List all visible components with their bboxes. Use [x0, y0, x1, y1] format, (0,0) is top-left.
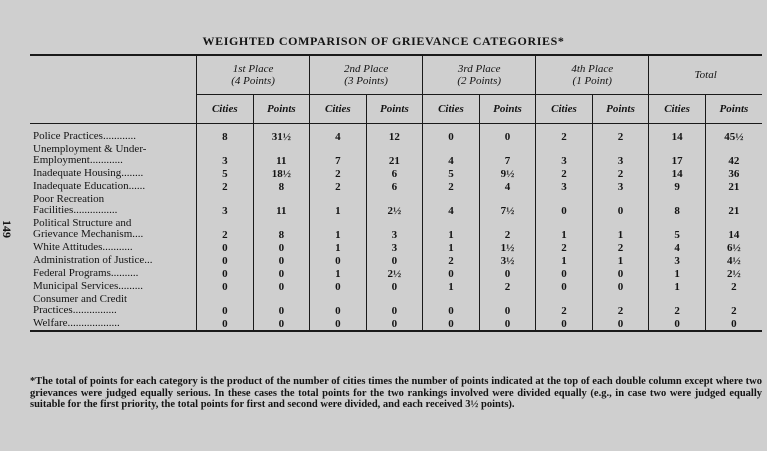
table-row	[30, 217, 762, 241]
value-cell: 0	[253, 254, 310, 267]
table-row	[30, 267, 762, 280]
value-cell: 3	[536, 180, 593, 193]
value-cell: 2	[536, 167, 593, 180]
group-header-1st: 1st Place (4 Points)	[197, 55, 310, 95]
value-cell: 4	[423, 143, 480, 167]
value-cell: 0	[423, 124, 480, 144]
table-row	[30, 241, 762, 254]
value-cell: 1½	[479, 241, 536, 254]
footnote: *The total of points for each category is the product of the number of cities times the number of points indicated at the top of each double column except where two grievances were judged equally serious. In these cases the total points for the two rankings involved were divided equally (e.g., in case two were judged equally suitable for the first priority, the total points for first and second were divided, and each received 3½ points).	[30, 376, 762, 410]
value-cell: 14	[649, 167, 706, 180]
value-cell: 0	[423, 317, 480, 331]
value-cell: 2	[197, 217, 254, 241]
value-cell: 18½	[253, 167, 310, 180]
category-label	[30, 143, 197, 167]
category-line: Federal Programs..........	[33, 267, 139, 279]
value-cell: 9	[649, 180, 706, 193]
table-row	[30, 317, 762, 331]
value-cell: 0	[592, 267, 649, 280]
value-cell: 0	[536, 317, 593, 331]
value-cell: 4½	[705, 254, 762, 267]
value-cell: 0	[197, 267, 254, 280]
category-label	[30, 180, 197, 193]
value-cell: 2	[705, 280, 762, 293]
category-label	[30, 317, 197, 331]
value-cell: 0	[366, 317, 423, 331]
category-label	[30, 293, 197, 317]
value-cell: 1	[423, 241, 480, 254]
group-header-total: Total	[649, 55, 762, 95]
category-line: Practices................	[33, 304, 117, 316]
value-cell: 42	[705, 143, 762, 167]
category-line: Inadequate Housing........	[33, 167, 144, 179]
subheader-cell: Cities	[649, 95, 706, 124]
value-cell: 0	[592, 317, 649, 331]
category-line: Administration of Justice...	[33, 254, 153, 266]
value-cell: 7½	[479, 193, 536, 217]
value-cell: 0	[253, 241, 310, 254]
value-cell: 1	[310, 241, 367, 254]
value-cell: 2	[423, 254, 480, 267]
value-cell: 2	[479, 217, 536, 241]
value-cell: 0	[479, 267, 536, 280]
value-cell: 2	[310, 180, 367, 193]
value-cell: 0	[253, 280, 310, 293]
value-cell: 0	[253, 293, 310, 317]
table-row	[30, 124, 762, 144]
category-line: Municipal Services.........	[33, 280, 143, 292]
value-cell: 1	[649, 280, 706, 293]
value-cell: 0	[310, 293, 367, 317]
table-row	[30, 180, 762, 193]
table-title: WEIGHTED COMPARISON OF GRIEVANCE CATEGORIES*	[202, 34, 565, 48]
subheader-blank	[30, 95, 197, 124]
subheader-cell: Points	[592, 95, 649, 124]
value-cell: 0	[705, 317, 762, 331]
category-label	[30, 280, 197, 293]
value-cell: 0	[479, 317, 536, 331]
value-cell: 36	[705, 167, 762, 180]
subheader-cell: Cities	[197, 95, 254, 124]
value-cell: 21	[705, 180, 762, 193]
value-cell: 0	[536, 267, 593, 280]
value-cell: 45½	[705, 124, 762, 144]
value-cell: 0	[310, 254, 367, 267]
value-cell: 2½	[705, 267, 762, 280]
value-cell: 1	[592, 217, 649, 241]
value-cell: 2	[592, 124, 649, 144]
category-label	[30, 193, 197, 217]
value-cell: 9½	[479, 167, 536, 180]
value-cell: 8	[197, 124, 254, 144]
table-row	[30, 293, 762, 317]
value-cell: 1	[310, 217, 367, 241]
value-cell: 3	[536, 143, 593, 167]
value-cell: 0	[197, 254, 254, 267]
value-cell: 12	[366, 124, 423, 144]
value-cell: 5	[649, 217, 706, 241]
value-cell: 0	[310, 280, 367, 293]
value-cell: 0	[423, 293, 480, 317]
value-cell: 6	[366, 180, 423, 193]
subheader-cell: Points	[366, 95, 423, 124]
value-cell: 14	[705, 217, 762, 241]
value-cell: 2	[310, 167, 367, 180]
value-cell: 7	[310, 143, 367, 167]
value-cell: 3½	[479, 254, 536, 267]
category-label	[30, 217, 197, 241]
value-cell: 1	[536, 254, 593, 267]
value-cell: 6½	[705, 241, 762, 254]
category-line: Police Practices............	[33, 130, 136, 142]
value-cell: 2	[423, 180, 480, 193]
value-cell: 4	[310, 124, 367, 144]
value-cell: 3	[366, 217, 423, 241]
value-cell: 3	[592, 143, 649, 167]
value-cell: 2	[592, 167, 649, 180]
value-cell: 2	[197, 180, 254, 193]
category-line: Welfare...................	[33, 317, 120, 329]
subheader-cell: Cities	[310, 95, 367, 124]
value-cell: 2	[592, 293, 649, 317]
value-cell: 2	[536, 241, 593, 254]
value-cell: 1	[310, 193, 367, 217]
value-cell: 0	[592, 280, 649, 293]
value-cell: 3	[197, 143, 254, 167]
table-row	[30, 280, 762, 293]
value-cell: 1	[649, 267, 706, 280]
value-cell: 0	[253, 267, 310, 280]
value-cell: 31½	[253, 124, 310, 144]
table-row	[30, 167, 762, 180]
value-cell: 0	[366, 254, 423, 267]
value-cell: 8	[649, 193, 706, 217]
category-line: Employment............	[33, 154, 123, 166]
subheader-cell: Points	[705, 95, 762, 124]
value-cell: 0	[479, 293, 536, 317]
value-cell: 8	[253, 180, 310, 193]
value-cell: 3	[649, 254, 706, 267]
group-header-4th: 4th Place (1 Point)	[536, 55, 649, 95]
value-cell: 2	[592, 241, 649, 254]
value-cell: 0	[197, 293, 254, 317]
table-row	[30, 143, 762, 167]
value-cell: 0	[536, 280, 593, 293]
value-cell: 0	[366, 280, 423, 293]
category-line: White Attitudes...........	[33, 241, 133, 253]
value-cell: 0	[197, 280, 254, 293]
value-cell: 3	[592, 180, 649, 193]
value-cell: 11	[253, 143, 310, 167]
subheader-cell: Cities	[423, 95, 480, 124]
value-cell: 0	[197, 241, 254, 254]
value-cell: 17	[649, 143, 706, 167]
value-cell: 21	[366, 143, 423, 167]
value-cell: 2½	[366, 267, 423, 280]
page-number: 149	[0, 220, 14, 238]
value-cell: 5	[423, 167, 480, 180]
value-cell: 21	[705, 193, 762, 217]
subheader-cell: Points	[479, 95, 536, 124]
subheader-cell: Cities	[536, 95, 593, 124]
value-cell: 4	[423, 193, 480, 217]
value-cell: 11	[253, 193, 310, 217]
value-cell: 1	[423, 280, 480, 293]
value-cell: 3	[366, 241, 423, 254]
grievance-table	[30, 54, 762, 332]
value-cell: 1	[423, 217, 480, 241]
category-label	[30, 241, 197, 254]
value-cell: 1	[536, 217, 593, 241]
value-cell: 0	[592, 193, 649, 217]
value-cell: 8	[253, 217, 310, 241]
value-cell: 0	[536, 193, 593, 217]
value-cell: 7	[479, 143, 536, 167]
value-cell: 2½	[366, 193, 423, 217]
value-cell: 2	[705, 293, 762, 317]
value-cell: 3	[197, 193, 254, 217]
category-label	[30, 267, 197, 280]
value-cell: 2	[649, 293, 706, 317]
category-line: Political Structure and	[33, 217, 132, 229]
value-cell: 14	[649, 124, 706, 144]
value-cell: 1	[592, 254, 649, 267]
value-cell: 2	[536, 293, 593, 317]
subheader-cell: Points	[253, 95, 310, 124]
value-cell: 1	[310, 267, 367, 280]
group-header-3rd: 3rd Place (2 Points)	[423, 55, 536, 95]
category-line: Facilities................	[33, 204, 118, 216]
table-row	[30, 254, 762, 267]
category-line: Consumer and Credit	[33, 293, 128, 305]
table-row	[30, 193, 762, 217]
group-header-2nd: 2nd Place (3 Points)	[310, 55, 423, 95]
value-cell: 0	[423, 267, 480, 280]
value-cell: 0	[310, 317, 367, 331]
category-label	[30, 124, 197, 144]
value-cell: 0	[649, 317, 706, 331]
category-line: Inadequate Education......	[33, 180, 146, 192]
header-blank	[30, 55, 197, 95]
category-line: Unemployment & Under-	[33, 143, 147, 155]
value-cell: 0	[253, 317, 310, 331]
category-line: Grievance Mechanism....	[33, 228, 144, 240]
value-cell: 0	[366, 293, 423, 317]
value-cell: 5	[197, 167, 254, 180]
category-line: Poor Recreation	[33, 193, 105, 205]
value-cell: 6	[366, 167, 423, 180]
value-cell: 0	[479, 124, 536, 144]
category-label	[30, 254, 197, 267]
value-cell: 4	[479, 180, 536, 193]
value-cell: 2	[536, 124, 593, 144]
value-cell: 0	[197, 317, 254, 331]
value-cell: 4	[649, 241, 706, 254]
value-cell: 2	[479, 280, 536, 293]
category-label	[30, 167, 197, 180]
